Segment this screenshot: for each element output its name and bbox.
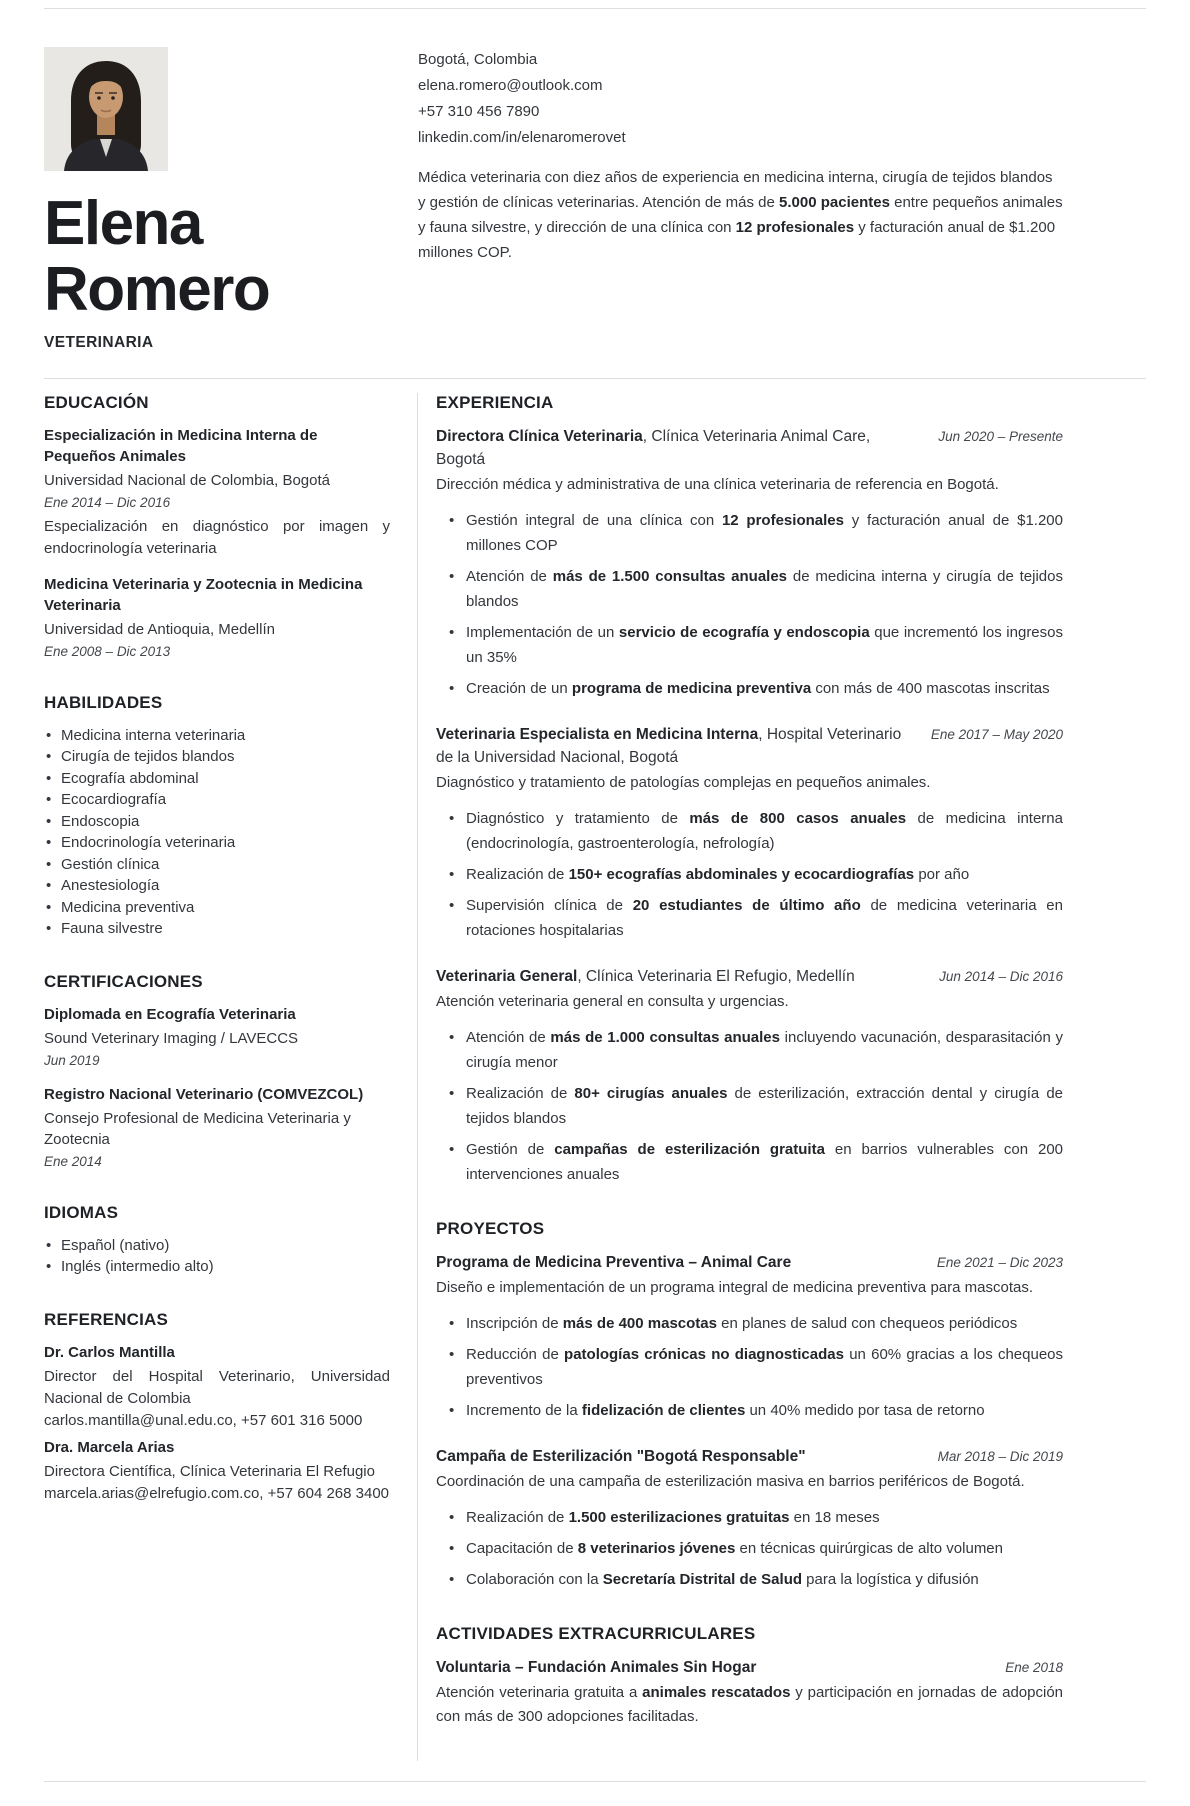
references-heading: REFERENCIAS — [44, 1309, 169, 1329]
left-column — [44, 393, 390, 1761]
certification-item — [44, 1004, 390, 1070]
certification-name: Diplomada en Ecografía Veterinaria — [44, 1005, 296, 1023]
experience-entry — [436, 965, 1063, 1187]
activities-section — [436, 1624, 1063, 1729]
portrait-illustration — [44, 47, 168, 171]
degree: Especialización in Medicina Interna de Pequeños Animales — [44, 426, 318, 465]
job-bullet: • Atención de más de 1.500 consultas anuales de medicina interna y cirugía de tejidos blandos — [436, 564, 1063, 614]
reference-contact: carlos.mantilla@unal.edu.co, +57 601 316 5000 — [44, 1411, 363, 1429]
education-dates: Ene 2014 – Dic 2016 — [44, 494, 171, 510]
project-bullets — [436, 1311, 1063, 1423]
job-dates: Ene 2017 – May 2020 — [930, 726, 1063, 742]
entry-head — [436, 1251, 1063, 1274]
education-item — [44, 425, 390, 560]
certification-org: Sound Veterinary Imaging / LAVECCS — [44, 1029, 299, 1047]
skill-item: • Ecografía abdominal — [44, 768, 390, 790]
skills-list — [44, 725, 390, 940]
candidate-title: VETERINARIA — [44, 333, 154, 351]
contact-line: linkedin.com/in/elenaromerovet — [418, 129, 626, 146]
certification-date: Jun 2019 — [44, 1052, 100, 1068]
job-bullet: • Gestión integral de una clínica con 12 profesionales y facturación anual de $1.200 millones COP — [436, 508, 1063, 558]
header-divider — [44, 378, 1146, 379]
project-title: Programa de Medicina Preventiva – Animal Care — [436, 1253, 792, 1271]
project-bullet: • Capacitación de 8 veterinarios jóvenes en técnicas quirúrgicas de alto volumen — [436, 1536, 1063, 1561]
entry-head — [436, 723, 1063, 769]
school: Universidad Nacional de Colombia, Bogotá — [44, 471, 330, 489]
certification-org: Consejo Profesional de Medicina Veterinaria y Zootecnia — [44, 1109, 351, 1148]
project-summary: Diseño e implementación de un programa integral de medicina preventiva para mascotas. — [436, 1278, 1033, 1296]
activity-summary: Atención veterinaria gratuita a animales rescatados y participación en jornadas de adopción con más de 300 adopciones facilitadas. — [436, 1683, 1064, 1725]
job-summary: Dirección médica y administrativa de una clínica veterinaria de referencia en Bogotá. — [436, 475, 999, 493]
contact-line: +57 310 456 7890 — [418, 103, 540, 120]
entry-head — [436, 425, 1063, 471]
entry-head — [436, 1445, 1063, 1468]
job-bullet: • Supervisión clínica de 20 estudiantes de último año de medicina veterinaria en rotaciones hospitalarias — [436, 893, 1063, 943]
job-dates: Jun 2020 – Presente — [938, 428, 1063, 444]
education-section — [44, 393, 390, 661]
skill-item: • Endocrinología veterinaria — [44, 832, 390, 854]
skill-item: • Endoscopia — [44, 811, 390, 833]
job-title: Veterinaria Especialista en Medicina Interna, Hospital Veterinario de la Universidad Nacional, Bogotá — [436, 725, 902, 766]
skills-heading: HABILIDADES — [44, 692, 163, 712]
certification-name: Registro Nacional Veterinario (COMVEZCOL) — [44, 1085, 364, 1103]
resume-header — [44, 47, 1146, 352]
job-bullet: • Diagnóstico y tratamiento de más de 800 casos anuales de medicina interna (endocrinología, gastroenterología, nefrología) — [436, 806, 1063, 856]
language-item: • Español (nativo) — [44, 1235, 390, 1257]
job-bullet: • Realización de 150+ ecografías abdominales y ecocardiografías por año — [436, 862, 1063, 887]
entry-head — [436, 965, 1063, 988]
header-contact-summary — [418, 47, 1146, 352]
experience-section — [436, 393, 1063, 1187]
reference-role: Directora Científica, Clínica Veterinaria El Refugio — [44, 1462, 375, 1480]
skill-item: • Anestesiología — [44, 875, 390, 897]
skills-section — [44, 693, 390, 940]
languages-heading: IDIOMAS — [44, 1202, 119, 1222]
reference-name: Dr. Carlos Mantilla — [44, 1343, 175, 1361]
skill-item: • Fauna silvestre — [44, 918, 390, 940]
job-bullets — [436, 806, 1063, 943]
project-bullet: • Reducción de patologías crónicas no diagnosticadas un 60% gracias a los chequeos preventivos — [436, 1342, 1063, 1392]
job-bullet: • Realización de 80+ cirugías anuales de esterilización, extracción dental y cirugía de tejidos blandos — [436, 1081, 1063, 1131]
header-identity — [44, 47, 418, 352]
project-bullet: • Incremento de la fidelización de clientes un 40% medido por tasa de retorno — [436, 1398, 1063, 1423]
experience-heading: EXPERIENCIA — [436, 392, 554, 412]
job-title: Veterinaria General, Clínica Veterinaria El Refugio, Medellín — [436, 967, 855, 985]
activities-heading: ACTIVIDADES EXTRACURRICULARES — [436, 1623, 756, 1643]
reference-item — [44, 1437, 390, 1505]
job-bullet: • Atención de más de 1.000 consultas anuales incluyendo vacunación, desparasitación y cirugía menor — [436, 1025, 1063, 1075]
school: Universidad de Antioquia, Medellín — [44, 620, 275, 638]
reference-role: Director del Hospital Veterinario, Universidad Nacional de Colombia — [44, 1367, 390, 1407]
degree: Medicina Veterinaria y Zootecnia in Medicina Veterinaria — [44, 575, 363, 614]
education-heading: EDUCACIÓN — [44, 392, 149, 412]
skill-item: • Medicina interna veterinaria — [44, 725, 390, 747]
profile-photo — [44, 47, 168, 171]
certifications-list — [44, 1004, 390, 1171]
job-bullets — [436, 508, 1063, 701]
profile-summary: Médica veterinaria con diez años de experiencia en medicina interna, cirugía de tejidos blandos y gestión de clínicas veterinarias. Atención de más de 5.000 pacientes entre pequeños animales y fauna silvestre, y dirección de una clínica con 12 profesionales y facturación anual de $1.200 millones COP. — [418, 169, 1063, 261]
job-summary: Atención veterinaria general en consulta y urgencias. — [436, 992, 789, 1010]
project-bullets — [436, 1505, 1063, 1592]
job-bullets — [436, 1025, 1063, 1187]
experience-list — [436, 425, 1063, 1187]
languages-list — [44, 1235, 390, 1278]
job-title: Directora Clínica Veterinaria, Clínica Veterinaria Animal Care, Bogotá — [436, 427, 871, 468]
top-divider — [44, 8, 1146, 9]
skill-item: • Medicina preventiva — [44, 897, 390, 919]
experience-entry — [436, 425, 1063, 701]
reference-contact: marcela.arias@elrefugio.com.co, +57 604 268 3400 — [44, 1484, 390, 1502]
activity-dates: Ene 2018 — [1005, 1659, 1063, 1675]
project-summary: Coordinación de una campaña de esterilización masiva en barrios periféricos de Bogotá. — [436, 1472, 1025, 1490]
bottom-divider — [44, 1781, 1146, 1782]
projects-list — [436, 1251, 1063, 1592]
contact-line: Bogotá, Colombia — [418, 51, 538, 68]
project-dates: Ene 2021 – Dic 2023 — [936, 1254, 1063, 1270]
project-entry — [436, 1251, 1063, 1423]
certification-item — [44, 1084, 390, 1171]
activity-entry — [436, 1656, 1063, 1729]
activity-title: Voluntaria – Fundación Animales Sin Hogar — [436, 1658, 757, 1676]
candidate-name: Elena Romero — [44, 189, 270, 325]
job-dates: Jun 2014 – Dic 2016 — [939, 968, 1063, 984]
certifications-section — [44, 972, 390, 1171]
project-dates: Mar 2018 – Dic 2019 — [937, 1448, 1063, 1464]
education-item — [44, 574, 390, 661]
job-bullet: • Gestión de campañas de esterilización gratuita en barrios vulnerables con 200 intervenciones anuales — [436, 1137, 1063, 1187]
projects-section — [436, 1219, 1063, 1592]
languages-section — [44, 1203, 390, 1278]
project-bullet: • Colaboración con la Secretaría Distrital de Salud para la logística y difusión — [436, 1567, 1063, 1592]
contact-list — [418, 47, 1063, 151]
job-bullet: • Implementación de un servicio de ecografía y endoscopia que incrementó los ingresos un 35% — [436, 620, 1063, 670]
activities-list — [436, 1656, 1063, 1729]
language-item: • Inglés (intermedio alto) — [44, 1256, 390, 1278]
contact-line: elena.romero@outlook.com — [418, 77, 603, 94]
education-dates: Ene 2008 – Dic 2013 — [44, 643, 171, 659]
right-column — [417, 393, 1146, 1761]
skill-item: • Gestión clínica — [44, 854, 390, 876]
experience-entry — [436, 723, 1063, 943]
reference-name: Dra. Marcela Arias — [44, 1438, 175, 1456]
projects-heading: PROYECTOS — [436, 1218, 545, 1238]
job-bullet: • Creación de un programa de medicina preventiva con más de 400 mascotas inscritas — [436, 676, 1063, 701]
skill-item: • Cirugía de tejidos blandos — [44, 746, 390, 768]
job-summary: Diagnóstico y tratamiento de patologías complejas en pequeños animales. — [436, 773, 931, 791]
certification-date: Ene 2014 — [44, 1153, 102, 1169]
skill-item: • Ecocardiografía — [44, 789, 390, 811]
resume-body — [44, 393, 1146, 1761]
references-list — [44, 1342, 390, 1505]
entry-head — [436, 1656, 1063, 1679]
project-bullet: • Inscripción de más de 400 mascotas en planes de salud con chequeos periódicos — [436, 1311, 1063, 1336]
references-section — [44, 1310, 390, 1505]
project-bullet: • Realización de 1.500 esterilizaciones gratuitas en 18 meses — [436, 1505, 1063, 1530]
project-title: Campaña de Esterilización "Bogotá Responsable" — [436, 1447, 806, 1465]
education-list — [44, 425, 390, 661]
certifications-heading: CERTIFICACIONES — [44, 971, 203, 991]
education-note: Especialización en diagnóstico por imagen y endocrinología veterinaria — [44, 517, 390, 557]
reference-item — [44, 1342, 390, 1432]
project-entry — [436, 1445, 1063, 1592]
